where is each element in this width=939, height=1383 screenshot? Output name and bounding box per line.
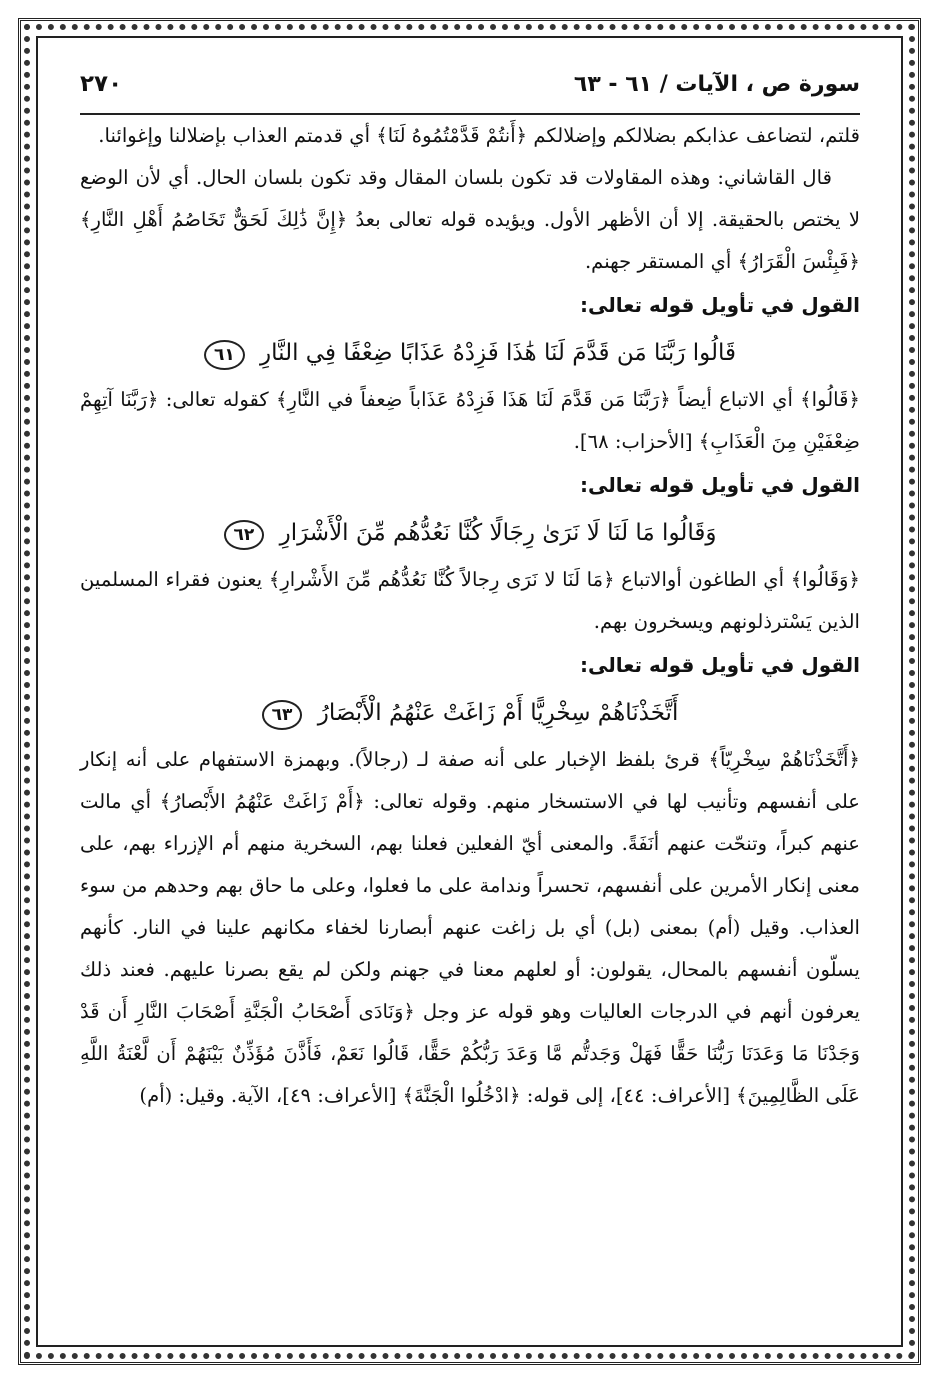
paragraph-2: قال القاشاني: وهذه المقاولات قد تكون بلسان المقال وقد تكون بلسان الحال. أي لأن الوضع لا يختص بالحقيقة. إلا أن الأظهر الأول. ويؤيده قوله تعالى بعدُ ﴿إِنَّ ذَٰلِكَ لَحَقٌّ تَخَاصُمُ أَهْلِ النَّارِ﴾ ﴿فَبِئْسَ الْقَرَارُ﴾ أي المستقر جهنم. [80,166,860,273]
body-text [80,115,860,1117]
verse-text: قَالُوا رَبَّنَا مَن قَدَّمَ لَنَا هَٰذَا فَزِدْهُ عَذَابًا ضِعْفًا فِي النَّارِ [260,340,737,366]
verse-text: وَقَالُوا مَا لَنَا لَا نَرَىٰ رِجَالًا كُنَّا نَعُدُّهُم مِّنَ الْأَشْرَارِ [279,520,717,546]
paragraph-5: ﴿أَتَّخَذْنَاهُمْ سِخْرِيّاً﴾ قرئ بلفظ الإخبار على أنه صفة لـ (رجالاً). وبهمزة الاستفهام على أنه إنكار على أنفسهم وتأنيب لها في الاستسخار منهم. وقوله تعالى: ﴿أَمْ زَاغَتْ عَنْهُمُ الأَبْصارُ﴾ أي مالت عنهم كبراً، وتنحّت عنهم أنَفَةً. والمعنى أيّ الفعلين فعلنا بهم، السخرية منهم أم الإزراء بهم، على معنى إنكار الأمرين على أنفسهم، تحسراً وندامة على ما فعلوا، وعلى ما حاق بهم وحدهم من سوء العذاب. وقيل (أم) بمعنى (بل) أي بل زاغت عنهم أبصارنا لخفاء مكانهم علينا في النار. كأنهم يسلّون أنفسهم بالمحال، يقولون: أو لعلهم معنا في جهنم ولكن لم يقع بصرنا عليهم. فعند ذلك يعرفون أنهم في الدرجات العاليات وهو قوله عز وجل ﴿وَنَادَى أَصْحَابُ الْجَنَّةِ أَصْحَابَ النَّارِ أَن قَدْ وَجَدْنَا مَا وَعَدَنَا رَبُّنَا حَقًّا فَهَلْ وَجَدتُّم مَّا وَعَدَ رَبُّكُمْ حَقًّا، قَالُوا نَعَمْ، فَأَذَّنَ مُؤَذِّنٌ بَيْنَهُمْ أَن لَّعْنَةُ اللَّهِ عَلَى الظَّالِمِينَ﴾ [الأعراف: ٤٤]، إلى قوله: ﴿ادْخُلُوا الْجَنَّةَ﴾ [الأعراف: ٤٩]، الآية. وقيل: (أم) [80,748,860,1107]
quran-verse-62 [80,507,860,559]
paragraph-4: ﴿وَقَالُوا﴾ أي الطاغون أوالاتباع ﴿مَا لَنَا لا نَرَى رِجالاً كُنَّا نَعُدُّهُم مِّنَ الأَشْرارِ﴾ يعنون فقراء المسلمين الذين يَسْترذلونهم ويسخرون بهم. [80,568,860,633]
verse-text: أَتَّخَذْنَاهُمْ سِخْرِيًّا أَمْ زَاغَتْ عَنْهُمُ الْأَبْصَارُ [317,700,679,726]
section-heading-1: القول في تأويل قوله تعالى: [580,293,860,317]
page-content [80,55,860,1117]
page-number: ٢٧٠ [80,71,123,97]
quran-verse-61 [80,327,860,379]
running-header [80,55,860,115]
paragraph-1: قلتم، لتضاعف عذابكم بضلالكم وإضلالكم ﴿أَنتُمْ قَدَّمْتُمُوهُ لَنَا﴾ أي قدمتم العذاب بإضلالنا وإغوائنا. [98,124,860,147]
surah-range-title: سورة ص ، الآيات / ٦١ - ٦٣ [573,71,860,97]
verse-number-badge: ٦٢ [224,520,265,550]
verse-number-badge: ٦١ [204,340,245,370]
section-heading-2: القول في تأويل قوله تعالى: [580,473,860,497]
paragraph-3: ﴿قَالُوا﴾ أي الاتباع أيضاً ﴿رَبَّنَا مَن قَدَّمَ لَنَا هَذَا فَزِدْهُ عَذَاباً ضِعفاً في النَّارِ﴾ كقوله تعالى: ﴿رَبَّنَا آتِهِمْ ضِعْفَيْنِ مِنَ الْعَذَابِ﴾ [الأحزاب: ٦٨]. [80,388,860,453]
section-heading-3: القول في تأويل قوله تعالى: [580,653,860,677]
quran-verse-63 [80,687,860,739]
verse-number-badge: ٦٣ [262,700,303,730]
